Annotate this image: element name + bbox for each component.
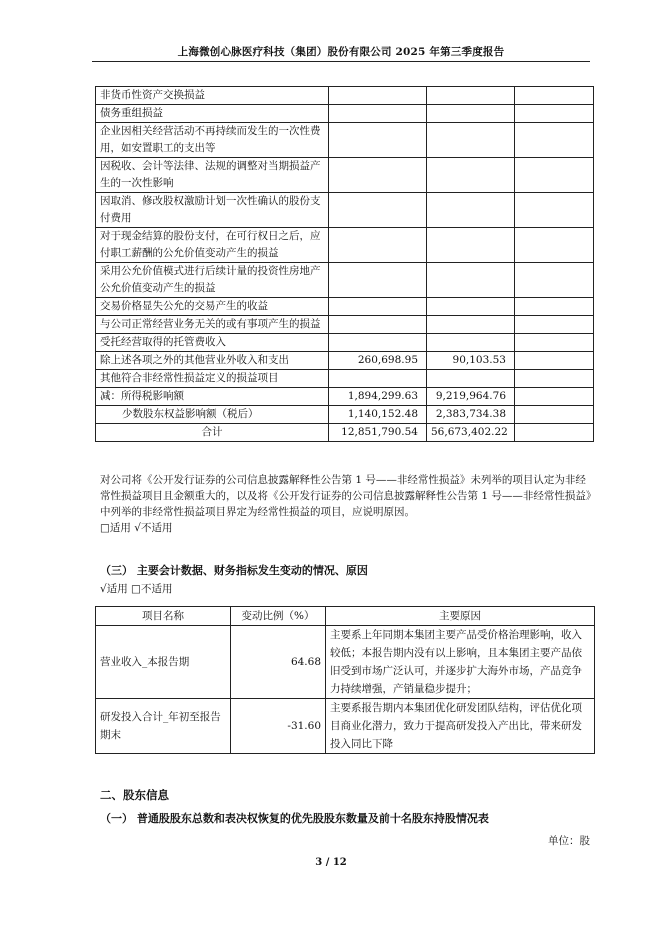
row-ytd-amount bbox=[427, 193, 515, 228]
row-note bbox=[515, 228, 594, 263]
row-reason: 主要系上年同期本集团主要产品受价格治理影响，收入较低；本报告期内没有以上影响，且本集团主要产品依旧受到市场广泛认可，并逐步扩大海外市场，产品竞争力持续增强，产销量稳步提升； bbox=[326, 626, 595, 699]
page-number: 3 / 12 bbox=[315, 857, 347, 868]
row-note bbox=[515, 424, 594, 442]
section3-applicability: √适用 □不适用 bbox=[100, 583, 173, 595]
row-current-amount bbox=[329, 123, 427, 158]
row-ytd-amount bbox=[427, 370, 515, 388]
table-row bbox=[96, 193, 594, 228]
header-ratio: 变动比例（%） bbox=[231, 607, 326, 626]
row-ytd-amount bbox=[427, 105, 515, 123]
explanation-applicability: □适用 √不适用 bbox=[100, 522, 173, 534]
table-row bbox=[96, 424, 594, 442]
row-ytd-amount bbox=[427, 298, 515, 316]
table-row bbox=[96, 370, 594, 388]
row-item: 少数股东权益影响额（税后） bbox=[96, 406, 329, 424]
table-row bbox=[96, 298, 594, 316]
table-row bbox=[96, 388, 594, 406]
row-item: 对于现金结算的股份支付，在可行权日之后，应付职工薪酬的公允价值变动产生的损益 bbox=[96, 228, 329, 263]
table-row bbox=[96, 699, 595, 754]
row-note bbox=[515, 316, 594, 334]
row-ytd-amount bbox=[427, 228, 515, 263]
row-item: 其他符合非经常性损益定义的损益项目 bbox=[96, 370, 329, 388]
row-current-amount: 12,851,790.54 bbox=[329, 424, 427, 442]
row-item: 因取消、修改股权激励计划一次性确认的股份支付费用 bbox=[96, 193, 329, 228]
table-row bbox=[96, 316, 594, 334]
row-ytd-amount: 90,103.53 bbox=[427, 352, 515, 370]
row-note bbox=[515, 370, 594, 388]
page-header: 上海微创心脉医疗科技（集团）股份有限公司 2025 年第三季度报告 bbox=[177, 46, 505, 58]
row-current-amount: 1,894,299.63 bbox=[329, 388, 427, 406]
row-item: 除上述各项之外的其他营业外收入和支出 bbox=[96, 352, 329, 370]
section3-title: （三） 主要会计数据、财务指标发生变动的情况、原因 bbox=[100, 564, 368, 577]
row-note bbox=[515, 298, 594, 316]
table-row bbox=[96, 626, 595, 699]
row-current-amount bbox=[329, 87, 427, 105]
row-note bbox=[515, 263, 594, 298]
table-row bbox=[96, 352, 594, 370]
row-note bbox=[515, 352, 594, 370]
table-row bbox=[96, 406, 594, 424]
unit-label: 单位：股 bbox=[548, 835, 590, 847]
section2-title: 二、股东信息 bbox=[100, 788, 169, 802]
row-current-amount bbox=[329, 193, 427, 228]
row-current-amount bbox=[329, 228, 427, 263]
row-item: 企业因相关经营活动不再持续而发生的一次性费用，如安置职工的支出等 bbox=[96, 123, 329, 158]
table-row bbox=[96, 123, 594, 158]
row-ytd-amount bbox=[427, 263, 515, 298]
row-note bbox=[515, 406, 594, 424]
row-item: 采用公允价值模式进行后续计量的投资性房地产公允价值变动产生的损益 bbox=[96, 263, 329, 298]
row-note bbox=[515, 105, 594, 123]
row-note bbox=[515, 388, 594, 406]
row-ytd-amount bbox=[427, 87, 515, 105]
row-current-amount bbox=[329, 370, 427, 388]
explanation-paragraph: 对公司将《公开发行证券的公司信息披露解释性公告第 1 号——非经常性损益》未列举的项目认定为非经常性损益项目且金额重大的，以及将《公开发行证券的公司信息披露解释性公告第 1 号——非经常性损益》中列举的非经常性损益项目界定为经常性损益的项目，应说明原因。 bbox=[100, 474, 592, 518]
row-current-amount: 260,698.95 bbox=[329, 352, 427, 370]
row-note bbox=[515, 87, 594, 105]
header-item: 项目名称 bbox=[96, 607, 231, 626]
header-divider bbox=[92, 61, 590, 62]
row-current-amount bbox=[329, 298, 427, 316]
row-item: 债务重组损益 bbox=[96, 105, 329, 123]
row-current-amount bbox=[329, 316, 427, 334]
row-current-amount bbox=[329, 334, 427, 352]
row-ratio: -31.60 bbox=[231, 699, 326, 754]
row-ytd-amount bbox=[427, 334, 515, 352]
nonrecurring-gains-table bbox=[95, 86, 594, 442]
table-row bbox=[96, 158, 594, 193]
row-item: 研发投入合计_年初至报告期末 bbox=[96, 699, 231, 754]
row-ytd-amount: 2,383,734.38 bbox=[427, 406, 515, 424]
indicator-change-table bbox=[95, 606, 595, 754]
row-item: 减：所得税影响额 bbox=[96, 388, 329, 406]
row-current-amount bbox=[329, 263, 427, 298]
row-reason: 主要系报告期内本集团优化研发团队结构，评估优化项目商业化潜力，致力于提高研发投入产出比，带来研发投入同比下降 bbox=[326, 699, 595, 754]
row-item: 交易价格显失公允的交易产生的收益 bbox=[96, 298, 329, 316]
row-note bbox=[515, 193, 594, 228]
section2-subtitle: （一） 普通股股东总数和表决权恢复的优先股股东数量及前十名股东持股情况表 bbox=[100, 812, 489, 825]
row-note bbox=[515, 334, 594, 352]
row-item: 合计 bbox=[96, 424, 329, 442]
row-current-amount: 1,140,152.48 bbox=[329, 406, 427, 424]
row-ytd-amount: 9,219,964.76 bbox=[427, 388, 515, 406]
row-item: 与公司正常经营业务无关的或有事项产生的损益 bbox=[96, 316, 329, 334]
row-item: 受托经营取得的托管费收入 bbox=[96, 334, 329, 352]
table-row bbox=[96, 87, 594, 105]
header-reason: 主要原因 bbox=[326, 607, 595, 626]
row-ytd-amount: 56,673,402.22 bbox=[427, 424, 515, 442]
table-header-row bbox=[96, 607, 595, 626]
row-item: 因税收、会计等法律、法规的调整对当期损益产生的一次性影响 bbox=[96, 158, 329, 193]
table-row bbox=[96, 105, 594, 123]
row-item: 非货币性资产交换损益 bbox=[96, 87, 329, 105]
table-row bbox=[96, 334, 594, 352]
row-current-amount bbox=[329, 105, 427, 123]
table-row bbox=[96, 263, 594, 298]
table-row bbox=[96, 228, 594, 263]
row-item: 营业收入_本报告期 bbox=[96, 626, 231, 699]
row-ratio: 64.68 bbox=[231, 626, 326, 699]
row-note bbox=[515, 158, 594, 193]
row-ytd-amount bbox=[427, 158, 515, 193]
row-ytd-amount bbox=[427, 123, 515, 158]
row-note bbox=[515, 123, 594, 158]
row-ytd-amount bbox=[427, 316, 515, 334]
row-current-amount bbox=[329, 158, 427, 193]
